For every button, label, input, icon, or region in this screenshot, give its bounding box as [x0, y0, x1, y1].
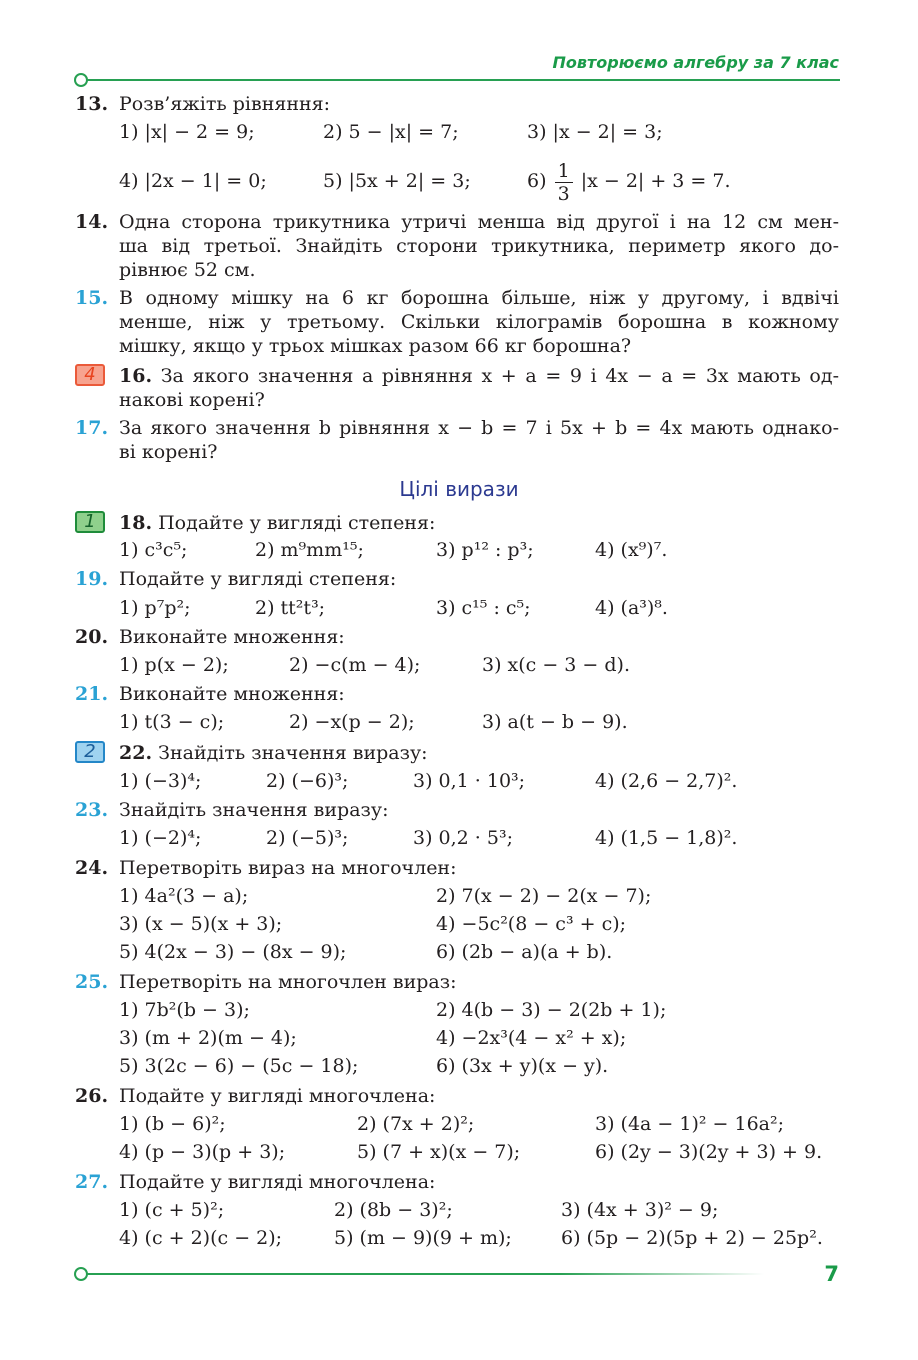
footer-rule — [84, 1273, 764, 1275]
exercise-item: 2) tt²t³; — [255, 597, 326, 619]
exercise-item: 1) p(x − 2); — [119, 654, 229, 676]
exercise-item: 2) (−5)³; — [266, 827, 349, 849]
problem-number: 22. — [119, 742, 153, 764]
problem-text-line: накові корені? — [119, 389, 265, 411]
equation-item-fraction — [527, 157, 731, 205]
exercise-item: 6) (2y − 3)(2y + 3) + 9. — [595, 1141, 823, 1163]
problem-number: 18. — [119, 512, 153, 534]
problem-number: 27. — [75, 1171, 109, 1193]
item-suffix: |x − 2| + 3 = 7. — [580, 170, 731, 192]
equation-item: 3) |x − 2| = 3; — [527, 121, 663, 143]
problem-number: 25. — [75, 971, 109, 993]
exercise-item: 1) c³c⁵; — [119, 539, 188, 561]
problem-text-line: менше, ніж у третьому. Скільки кілограмів борошна в кожному — [119, 311, 839, 333]
exercise-item: 4) (2,6 − 2,7)². — [595, 770, 738, 792]
problem-text-line: рівнює 52 см. — [119, 259, 256, 281]
problem-title: Знайдіть значення виразу: — [119, 799, 389, 821]
exercise-item: 4) (1,5 − 1,8)². — [595, 827, 738, 849]
fraction-denominator: 3 — [557, 182, 570, 205]
exercise-item: 2) 4(b − 3) − 2(2b + 1); — [436, 999, 667, 1021]
problem-text-line: За якого значення b рівняння x − b = 7 і 5x + b = 4x мають однако- — [119, 417, 839, 439]
fraction — [555, 160, 573, 205]
exercise-item: 5) 3(2c − 6) − (5c − 18); — [119, 1055, 359, 1077]
problem-title: Виконайте множення: — [119, 626, 345, 648]
equation-item: 2) 5 − |x| = 7; — [323, 121, 459, 143]
exercise-item: 4) −2x³(4 − x² + x); — [436, 1027, 627, 1049]
problem-text-line: мішку, якщо у трьох мішках разом 66 кг борошна? — [119, 335, 632, 357]
equation-item: 4) |2x − 1| = 0; — [119, 170, 267, 192]
equation-item: 5) |5x + 2| = 3; — [323, 170, 471, 192]
exercise-item: 6) (3x + y)(x − y). — [436, 1055, 609, 1077]
exercise-item: 1) (c + 5)²; — [119, 1199, 225, 1221]
exercise-item: 2) (7x + 2)²; — [357, 1113, 475, 1135]
problem-text: За якого значення a рівняння x + a = 9 і 4x − a = 3x мають од- — [160, 365, 839, 387]
exercise-item: 2) −c(m − 4); — [289, 654, 421, 676]
level-4-badge: 4 — [75, 364, 105, 386]
exercise-item: 5) (m − 9)(9 + m); — [334, 1227, 512, 1249]
exercise-item: 1) t(3 − c); — [119, 711, 225, 733]
problem-number: 17. — [75, 417, 109, 439]
exercise-item: 1) p⁷p²; — [119, 597, 191, 619]
equation-item: 1) |x| − 2 = 9; — [119, 121, 255, 143]
problem-title: Перетворіть на многочлен вираз: — [119, 971, 457, 993]
exercise-item: 3) x(c − 3 − d). — [482, 654, 631, 676]
problem-title: Знайдіть значення виразу: — [158, 742, 428, 764]
exercise-item: 4) (x⁹)⁷. — [595, 539, 668, 561]
problem-number: 13. — [75, 93, 109, 115]
problem-number: 20. — [75, 626, 109, 648]
problem-number: 24. — [75, 857, 109, 879]
exercise-item: 6) (5p − 2)(5p + 2) − 25p². — [561, 1227, 823, 1249]
exercise-item: 2) (−6)³; — [266, 770, 349, 792]
problem-number: 26. — [75, 1085, 109, 1107]
problem-title-line — [119, 741, 839, 765]
exercise-item: 4) (p − 3)(p + 3); — [119, 1141, 286, 1163]
exercise-item: 2) −x(p − 2); — [289, 711, 415, 733]
problem-title-line — [119, 511, 839, 535]
header-rule-circle — [74, 73, 88, 87]
exercise-item: 1) 4a²(3 − a); — [119, 885, 249, 907]
exercise-item: 3) c¹⁵ : c⁵; — [436, 597, 531, 619]
problem-title: Перетворіть вираз на многочлен: — [119, 857, 457, 879]
exercise-item: 5) 4(2x − 3) − (8x − 9); — [119, 941, 347, 963]
problem-text-line: ша від третьої. Знайдіть сторони трикутника, периметр якого до- — [119, 235, 839, 257]
page-number: 7 — [824, 1262, 839, 1286]
exercise-item: 1) (−2)⁴; — [119, 827, 202, 849]
section-title: Цілі вирази — [399, 477, 519, 501]
problem-text-line: В одному мішку на 6 кг борошна більше, ніж у другому, і вдвічі — [119, 287, 839, 309]
exercise-item: 3) a(t − b − 9). — [482, 711, 628, 733]
problem-title: Подайте у вигляді степеня: — [158, 512, 436, 534]
exercise-item: 3) (4x + 3)² − 9; — [561, 1199, 719, 1221]
exercise-item: 1) (b − 6)²; — [119, 1113, 226, 1135]
exercise-item: 1) 7b²(b − 3); — [119, 999, 250, 1021]
problem-number: 21. — [75, 683, 109, 705]
exercise-item: 3) 0,1 · 10³; — [413, 770, 526, 792]
exercise-item: 5) (7 + x)(x − 7); — [357, 1141, 521, 1163]
exercise-item: 2) (8b − 3)²; — [334, 1199, 453, 1221]
exercise-item: 2) m⁹mm¹⁵; — [255, 539, 364, 561]
problem-title: Подайте у вигляді многочлена: — [119, 1085, 436, 1107]
problem-number: 15. — [75, 287, 109, 309]
problem-title: Подайте у вигляді многочлена: — [119, 1171, 436, 1193]
problem-title: Виконайте множення: — [119, 683, 345, 705]
problem-number: 19. — [75, 568, 109, 590]
problem-text-line: Одна сторона трикутника утричі менша від другої і на 12 см мен- — [119, 211, 839, 233]
exercise-item: 6) (2b − a)(a + b). — [436, 941, 613, 963]
exercise-item: 3) p¹² : p³; — [436, 539, 534, 561]
exercise-item: 2) 7(x − 2) − 2(x − 7); — [436, 885, 652, 907]
fraction-numerator: 1 — [555, 160, 573, 183]
problem-title: Розв’яжіть рівняння: — [119, 93, 331, 115]
exercise-item: 4) −5c²(8 − c³ + c); — [436, 913, 627, 935]
exercise-item: 4) (c + 2)(c − 2); — [119, 1227, 283, 1249]
exercise-item: 3) (x − 5)(x + 3); — [119, 913, 283, 935]
problem-number: 14. — [75, 211, 109, 233]
exercise-item: 4) (a³)⁸. — [595, 597, 668, 619]
problem-number: 23. — [75, 799, 109, 821]
header-rule — [84, 79, 840, 81]
exercise-item: 3) 0,2 · 5³; — [413, 827, 513, 849]
problem-text-line — [119, 364, 839, 388]
exercise-item: 3) (4a − 1)² − 16a²; — [595, 1113, 785, 1135]
running-header: Повторюємо алгебру за 7 клас — [552, 53, 839, 72]
level-2-badge: 2 — [75, 741, 105, 763]
problem-title: Подайте у вигляді степеня: — [119, 568, 397, 590]
footer-rule-circle — [74, 1267, 88, 1281]
exercise-item: 1) (−3)⁴; — [119, 770, 202, 792]
problem-text-line: ві корені? — [119, 441, 218, 463]
item-prefix: 6) — [527, 170, 547, 192]
level-1-badge: 1 — [75, 511, 105, 533]
problem-number: 16. — [119, 365, 153, 387]
exercise-item: 3) (m + 2)(m − 4); — [119, 1027, 297, 1049]
